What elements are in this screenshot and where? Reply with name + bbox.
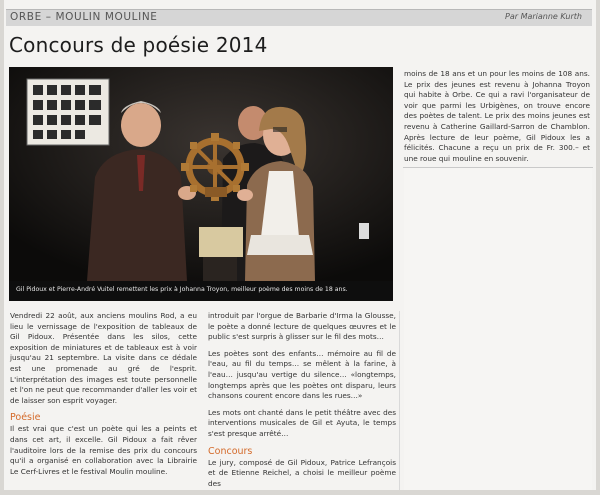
photo-caption: Gil Pidoux et Pierre-André Vuitel remettent les prix à Johanna Troyon, meilleur poème des moins de 18 ans. [16,286,348,293]
column-divider [399,311,400,490]
column-b-paragraph-2: Les poètes sont des enfants… mémoire au fil de l'eau, au fil du temps… se mêlent à la farine, à l'eau… jusqu'au vertige du silence… «longtemps, longtemps après que les poètes ont disparu, leurs chansons courent encore dans les rues…» [208,348,396,401]
right-column [404,69,590,170]
subheading-concours: Concours [208,445,253,457]
section-label: ORBE – MOULIN MOULINE [10,11,158,23]
author-byline: Par Marianne Kurth [505,12,582,21]
right-column-text: moins de 18 ans et un pour les moins de 108 ans. Le prix des jeunes est revenu à Johanna Troyon qui habite à Orbe. Ce qui a ravi l'organisateur de voir que parmi les Urbigènes, on trouve encore des poètes de talent. Le prix des moins jeunes est revenu à Catherine Gaillard-Sarron de Chamblon. Après lecture de leur poème, Gil Pidoux les a félicités. Chacune a reçu un prix de Fr. 300.– et une roue qui mouline en souvenir. [404,69,590,163]
blank-area [404,168,592,490]
column-a-paragraph-2: Il est vrai que c'est un poète qui les a peints et dans cet art, il excelle. Gil Pidoux a fait rêver l'auditoire lors de la remise des prix du concours qu'il a organisé en collaboration avec la Librairie Le Cerf-Livres et le festival Moulin mouline. [10,424,197,476]
column-b-paragraph-4: Le jury, composé de Gil Pidoux, Patrice Lefrançois et de Etienne Reichel, a choisi le meilleur poème des [208,457,396,488]
article-title: Concours de poésie 2014 [9,33,268,57]
photo-illustration [9,67,393,281]
article-photo [9,67,393,281]
column-a-paragraph-1: Vendredi 22 août, aux anciens moulins Rod, a eu lieu le vernissage de l'exposition de tableaux de Gil Pidoux. Présentée dans les silos, cette exposition de miniatures et de tableaux est à voir jusqu'au 21 septembre. La visite dans ce dédale est une promenade au gré de l'esprit. L'interprétation des images est toute personnelle et l'on ne peut que recommander d'aller les voir et de laisser son esprit voyager. [10,311,197,405]
column-a [10,311,197,483]
column-b-paragraph-3: Les mots ont chanté dans le petit théâtre avec des interventions musicales de Gil et Ayuta, le temps s'est presque arrêté… [208,407,396,438]
column-b-paragraph-1: introduit par l'orgue de Barbarie d'Irma la Glousse, le poète a donné lecture de quelques œuvres et le public s'est surpris à glisser sur le fil des mots… [208,311,396,342]
column-b [208,311,396,495]
subheading-poesie: Poésie [10,412,41,424]
